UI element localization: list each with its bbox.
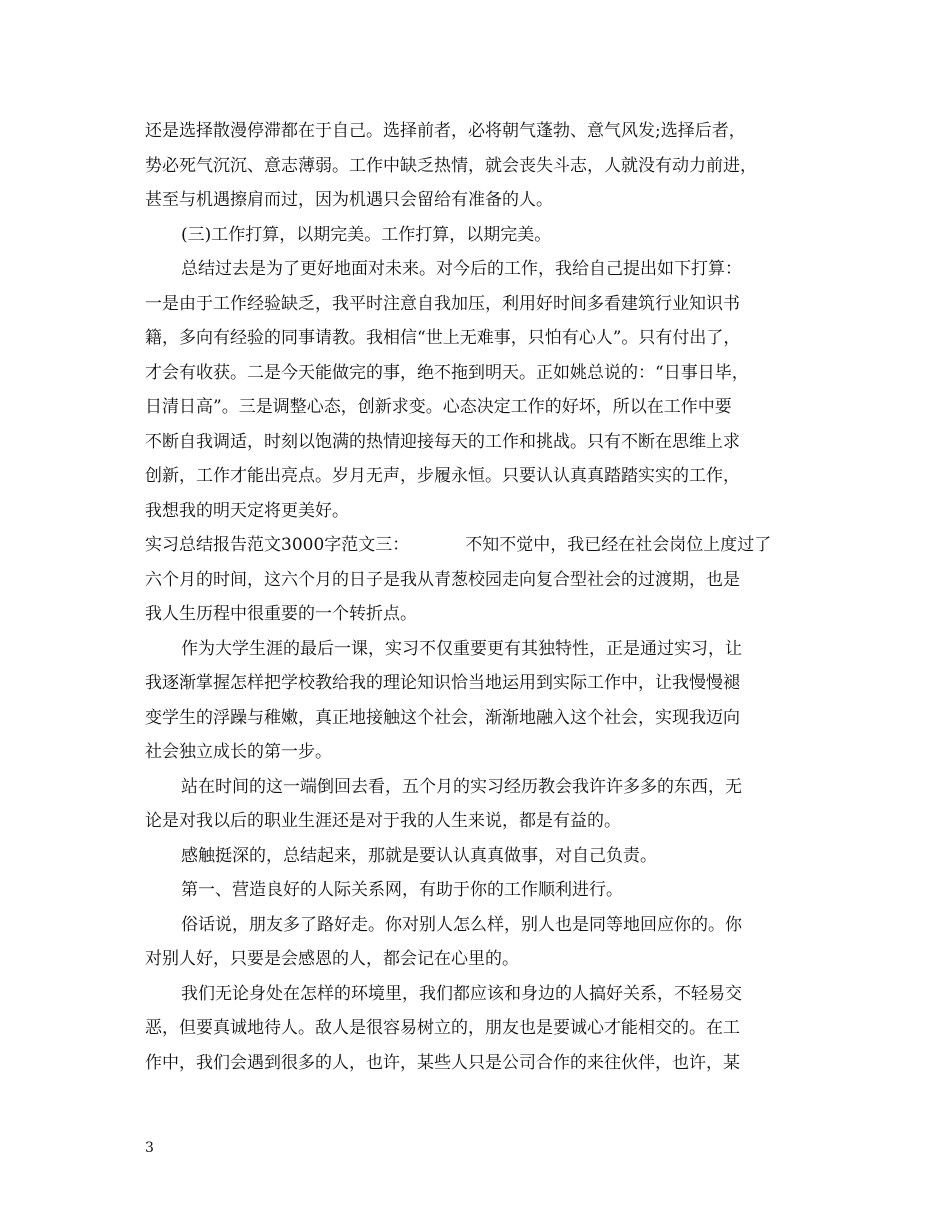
text-line: 六个月的时间，这六个月的日子是我从青葱校园走向复合型社会的过渡期，也是: [145, 569, 740, 590]
text-line: 对别人好，只要是会感恩的人，都会记在心里的。: [145, 949, 519, 969]
text-line: 甚至与机遇擦肩而过，因为机遇只会留给有准备的人。: [145, 190, 553, 210]
document-body: [145, 114, 805, 1080]
text-line: 势必死气沉沉、意志薄弱。工作中缺乏热情，就会丧失斗志，人就没有动力前进，: [145, 155, 757, 176]
text-line: 我们无论身处在怎样的环境里，我们都应该和身边的人搞好关系，不轻易交: [181, 983, 742, 1004]
text-line: 总结过去是为了更好地面对未来。对今后的工作，我给自己提出如下打算：: [181, 259, 742, 279]
text-line: 论是对我以后的职业生涯还是对于我的人生来说，都是有益的。: [145, 811, 621, 831]
text-line: 恶，但要真诚地待人。敌人是很容易树立的，朋友也是要诚心才能相交的。在工: [145, 1018, 740, 1038]
text-line: 我人生历程中很重要的一个转折点。: [145, 604, 417, 624]
text-line: 作为大学生涯的最后一课，实习不仅重要更有其独特性，正是通过实习，让: [181, 638, 742, 659]
text-line: 一是由于工作经验缺乏，我平时注意自我加压，利用好时间多看建筑行业知识书: [145, 293, 740, 314]
text-line: 日清日高”。三是调整心态，创新求变。心态决定工作的好坏，所以在工作中要: [145, 397, 732, 417]
text-line: 还是选择散漫停滞都在于自己。选择前者，必将朝气蓬勃、意气风发;选择后者，: [145, 121, 746, 141]
text-line: 感触挺深的，总结起来，那就是要认认真真做事，对自己负责。: [181, 845, 657, 866]
page-number: 3: [145, 1140, 154, 1156]
text-line: 不断自我调适，时刻以饱满的热情迎接每天的工作和挑战。只有不断在思维上求: [145, 431, 740, 452]
text-line: 创新，工作才能出亮点。岁月无声，步履永恒。只要认认真真踏踏实实的工作，: [145, 466, 740, 486]
text-line: 我逐渐掌握怎样把学校教给我的理论知识恰当地运用到实际工作中，让我慢慢褪: [145, 673, 740, 693]
section-heading: (三)工作打算，以期完美。工作打算，以期完美。: [181, 224, 552, 245]
text-line: 社会独立成长的第一步。: [145, 742, 332, 762]
text-line: 第一、营造良好的人际关系网，有助于你的工作顺利进行。: [181, 880, 623, 900]
article-title: 实习总结报告范文3000字范文三：: [145, 535, 410, 555]
text-line: 变学生的浮躁与稚嫩，真正地接触这个社会，渐渐地融入这个社会，实现我迈向: [145, 707, 740, 728]
text-line: 我想我的明天定将更美好。: [145, 500, 349, 521]
text-line: 作中，我们会遇到很多的人，也许，某些人只是公司合作的来往伙伴，也许，某: [145, 1052, 740, 1073]
text-line: 站在时间的这一端倒回去看，五个月的实习经历教会我许许多多的东西，无: [181, 776, 742, 797]
article-title-line: [145, 528, 805, 563]
text-line: 俗话说，朋友多了路好走。你对别人怎么样，别人也是同等地回应你的。你: [181, 914, 742, 935]
text-line: 才会有收获。二是今天能做完的事，绝不拖到明天。正如姚总说的：“日事日毕，: [145, 362, 749, 383]
text-segment: 不知不觉中，我已经在社会岗位上度过了: [465, 535, 772, 555]
text-line: 籍，多向有经验的同事请教。我相信“世上无难事，只怕有心人”。只有付出了，: [145, 328, 741, 348]
